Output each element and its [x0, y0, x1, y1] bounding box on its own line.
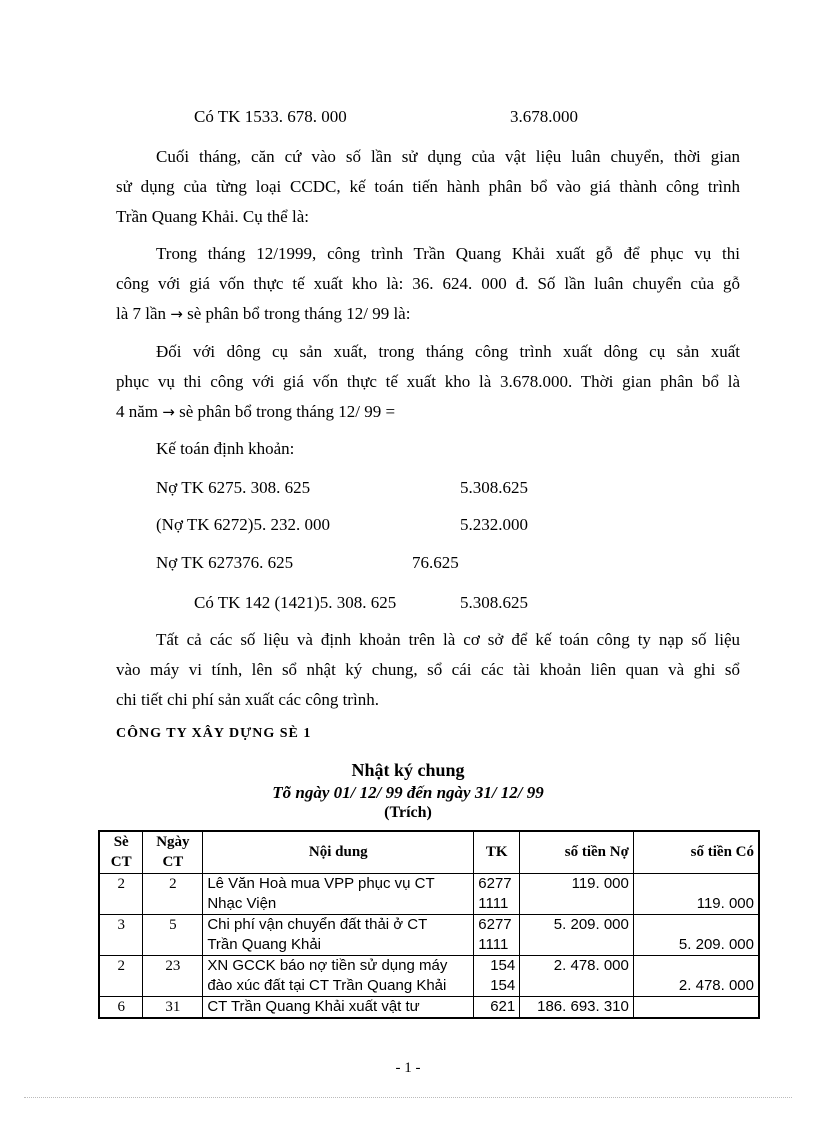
cell-no: 2. 478. 000	[520, 955, 634, 996]
arrow-right-icon: →	[162, 403, 175, 421]
cell-tk: 6277 1111	[474, 914, 520, 955]
cell-se: 3	[99, 914, 143, 955]
header-noi-dung: Nội dung	[203, 831, 474, 873]
text-segment: 4 năm	[116, 402, 159, 421]
text-segment: sè phân bổ trong tháng 12/ 99 là:	[187, 304, 411, 323]
paragraph-line: Trần Quang Khải. Cụ thể là:	[116, 207, 309, 226]
cell-co	[633, 996, 759, 1018]
cell-ngay: 23	[143, 955, 203, 996]
entry-line: (Nợ TK 6272)5. 232. 000	[156, 515, 330, 534]
paragraph-line: vào máy vi tính, lên sổ nhật ký chung, sổ cái các tài khoản liên quan và ghi sổ	[116, 660, 740, 679]
journal-note: (Trích)	[384, 804, 432, 821]
paragraph-line	[116, 303, 410, 325]
entry-amount-co-1533: 3.678.000	[510, 107, 578, 126]
page-divider	[24, 1097, 792, 1098]
entry-amount: 5.308.625	[460, 478, 528, 497]
cell-tk: 154 154	[474, 955, 520, 996]
header-so-tien-no: số tiền Nợ	[520, 831, 634, 873]
cell-co: 119. 000	[633, 873, 759, 914]
header-se-ct: Sè CT	[99, 831, 143, 873]
table-header-row	[99, 831, 759, 873]
section-label: Kế toán định khoản:	[156, 439, 295, 458]
cell-ngay: 2	[143, 873, 203, 914]
entry-line-co-1533: Có TK 1533. 678. 000	[194, 107, 347, 126]
entry-amount: 5.308.625	[460, 593, 528, 612]
journal-table	[98, 830, 760, 1019]
cell-ngay: 5	[143, 914, 203, 955]
entry-line: Nợ TK 627376. 625	[156, 553, 294, 572]
cell-se: 2	[99, 955, 143, 996]
cell-noi-dung: CT Trần Quang Khải xuất vật tư	[203, 996, 474, 1018]
journal-subtitle: Tõ ngày 01/ 12/ 99 đến ngày 31/ 12/ 99	[272, 783, 544, 802]
cell-noi-dung: Lê Văn Hoà mua VPP phục vụ CT Nhạc Viện	[203, 873, 474, 914]
cell-noi-dung: XN GCCK báo nợ tiền sử dụng máy đào xúc đất tại CT Trần Quang Khải	[203, 955, 474, 996]
cell-no: 5. 209. 000	[520, 914, 634, 955]
paragraph-line: Đối với dông cụ sản xuất, trong tháng công trình xuất dông cụ sản xuất	[156, 342, 740, 361]
cell-no: 186. 693. 310	[520, 996, 634, 1018]
entry-line: Nợ TK 6275. 308. 625	[156, 478, 311, 497]
text-segment: sè phân bổ trong tháng 12/ 99 =	[179, 402, 396, 421]
arrow-right-icon: →	[170, 305, 183, 323]
paragraph-line: phục vụ thi công với giá vốn thực tế xuất kho là 3.678.000. Thời gian phân bổ là	[116, 372, 740, 391]
table-row	[99, 996, 759, 1018]
header-ngay-ct: Ngày CT	[143, 831, 203, 873]
cell-noi-dung: Chi phí vận chuyển đất thải ở CT Trần Quang Khải	[203, 914, 474, 955]
paragraph-line	[116, 401, 395, 423]
cell-tk: 621	[474, 996, 520, 1018]
page-number: - 1 -	[395, 1060, 421, 1076]
table-row	[99, 873, 759, 914]
paragraph-line: công với giá vốn thực tế xuất kho là: 36. 624. 000 đ. Số lần luân chuyển của gỗ	[116, 274, 740, 293]
paragraph-line: Tất cả các số liệu và định khoản trên là cơ sở để kế toán công ty nạp số liệu	[156, 630, 740, 649]
cell-se: 2	[99, 873, 143, 914]
paragraph-line: Cuối tháng, căn cứ vào số lần sử dụng của vật liệu luân chuyển, thời gian	[156, 147, 740, 166]
cell-co: 5. 209. 000	[633, 914, 759, 955]
text-segment: là 7 lần	[116, 304, 167, 323]
entry-amount: 76.625	[412, 553, 459, 572]
cell-no: 119. 000	[520, 873, 634, 914]
company-name: CÔNG TY XÂY DỰNG SÈ 1	[116, 726, 312, 741]
header-tk: TK	[474, 831, 520, 873]
table-row	[99, 914, 759, 955]
paragraph-line: sử dụng của từng loại CCDC, kế toán tiến hành phân bổ vào giá thành công trình	[116, 177, 740, 196]
paragraph-line: chi tiết chi phí sản xuất các công trình.	[116, 690, 379, 709]
cell-se: 6	[99, 996, 143, 1018]
entry-amount: 5.232.000	[460, 515, 528, 534]
table-row	[99, 955, 759, 996]
cell-ngay: 31	[143, 996, 203, 1018]
paragraph-line: Trong tháng 12/1999, công trình Trần Quang Khải xuất gỗ để phục vụ thi	[156, 244, 740, 263]
cell-co: 2. 478. 000	[633, 955, 759, 996]
cell-tk: 6277 1111	[474, 873, 520, 914]
journal-title: Nhật ký chung	[351, 760, 465, 780]
header-so-tien-co: số tiền Có	[633, 831, 759, 873]
entry-line: Có TK 142 (1421)5. 308. 625	[194, 593, 397, 612]
